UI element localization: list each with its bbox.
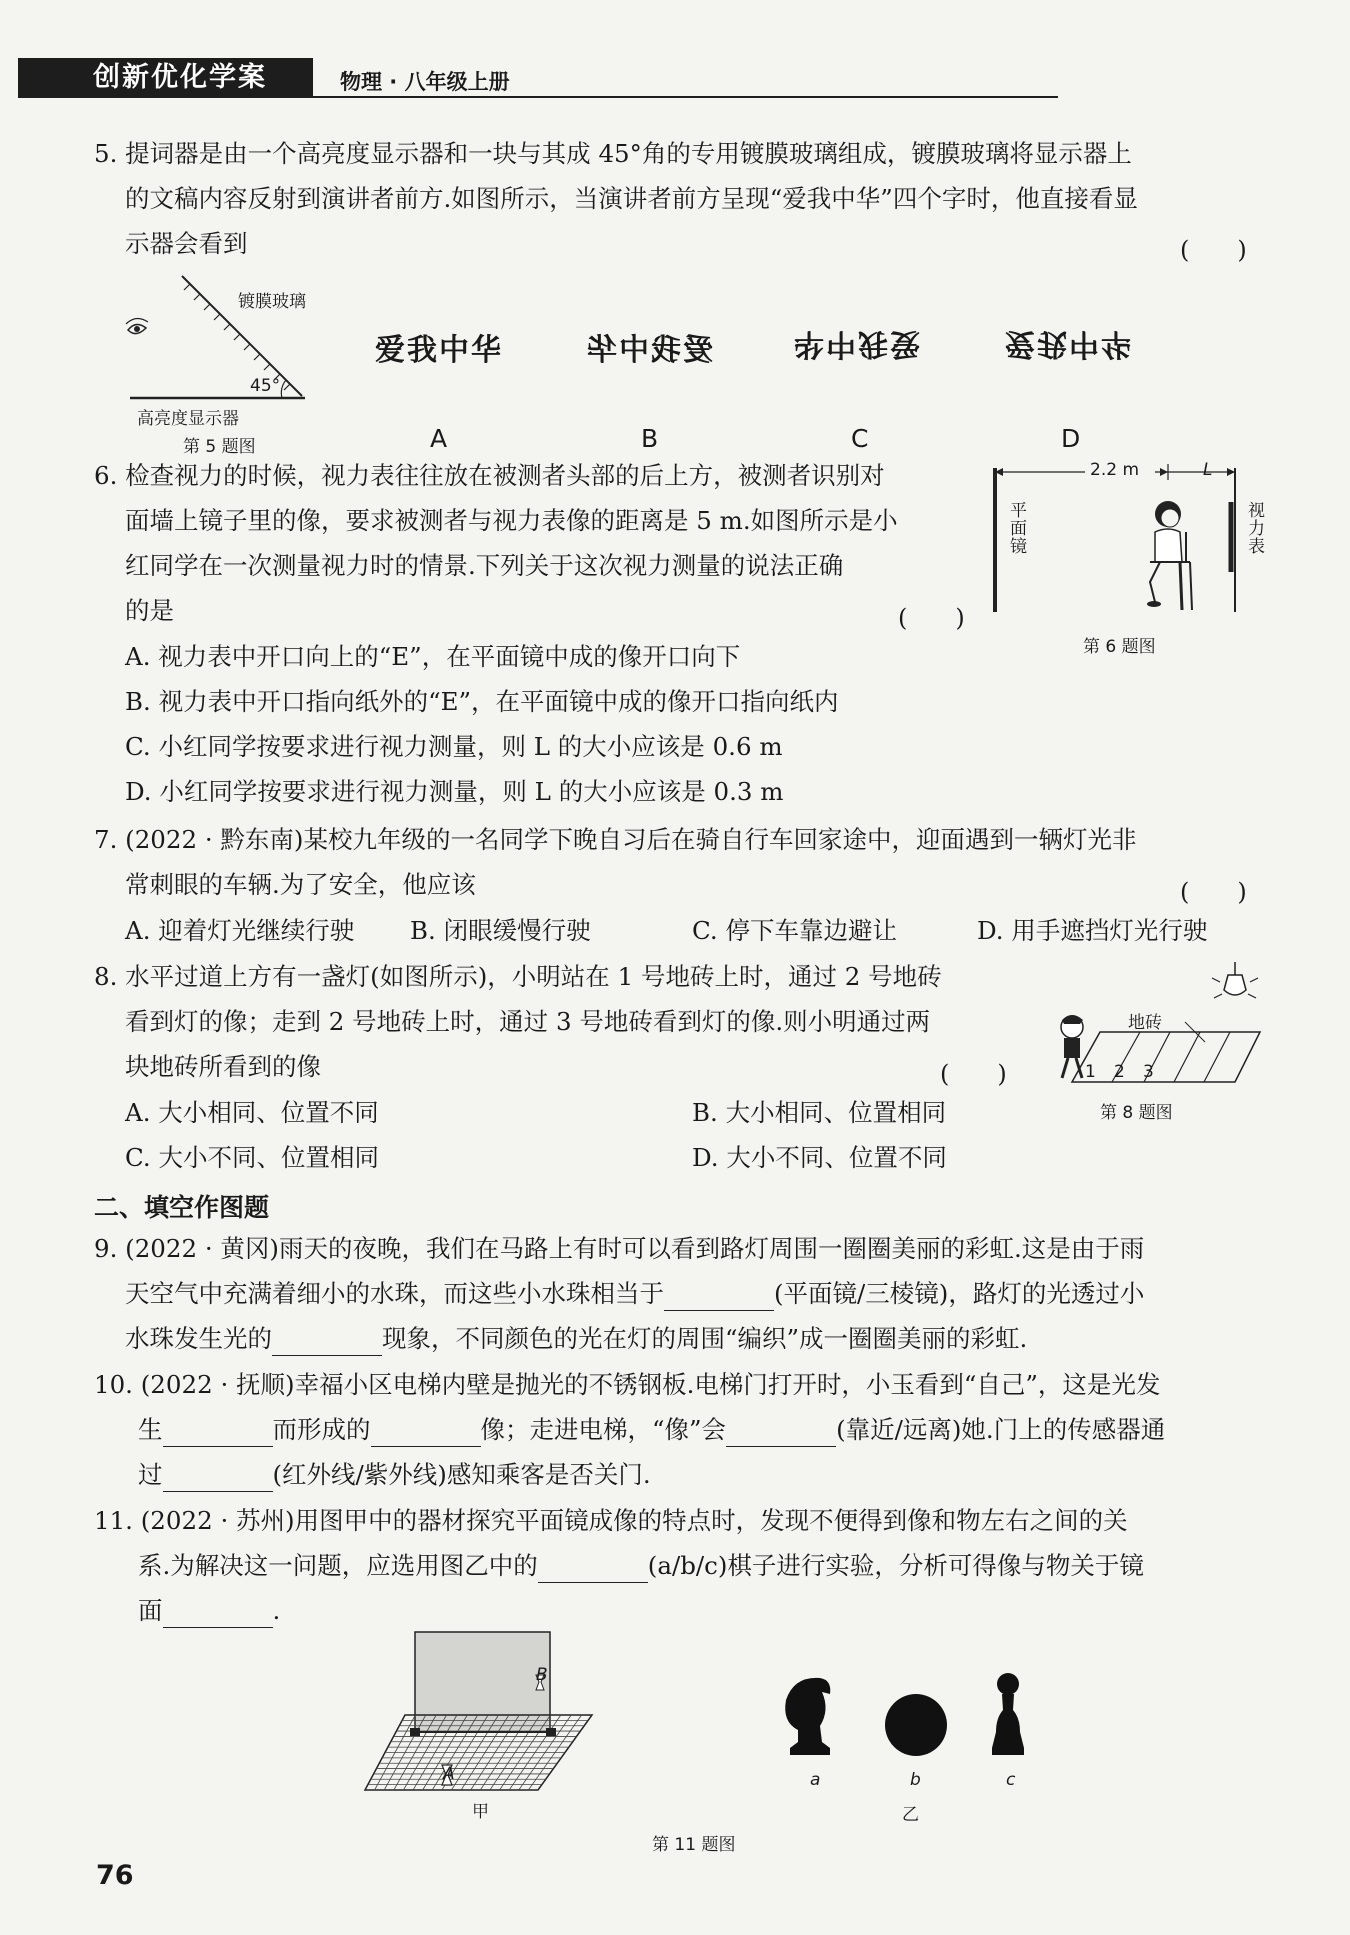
q8-line1: 8. 水平过道上方有一盏灯(如图所示)，小明站在 1 号地砖上时，通过 2 号地砖 <box>94 962 942 991</box>
q6-mirror-label: 平面镜 <box>1010 501 1027 557</box>
q10-blank-1[interactable] <box>163 1420 273 1447</box>
q10-blank-3[interactable] <box>726 1420 836 1447</box>
q7-line2: 常刺眼的车辆.为了安全，他应该 <box>125 870 476 899</box>
q7-option-d: D. 用手遮挡灯光行驶 <box>977 916 1208 945</box>
q8-option-b: B. 大小相同、位置相同 <box>692 1098 947 1127</box>
q5-option-d-image: 爱我中华 <box>1005 326 1133 361</box>
q10-blank-2[interactable] <box>371 1420 481 1447</box>
q10-line3: 过 (红外线/紫外线)感知乘客是否关门. <box>138 1458 651 1492</box>
header-rule <box>18 96 1058 98</box>
q11-blank-2[interactable] <box>163 1601 273 1628</box>
q6-chart-label: 视力表 <box>1248 501 1265 557</box>
q5-glass-label: 镀膜玻璃 <box>238 292 306 312</box>
q8-tile-2: 2 <box>1114 1062 1125 1082</box>
q5-label-d: D <box>1061 424 1081 453</box>
q8-tile-1: 1 <box>1085 1062 1096 1082</box>
q9-line3: 水珠发生光的 现象，不同颜色的光在灯的周围“编织”成一圈圈美丽的彩虹. <box>125 1322 1027 1356</box>
q7-option-c: C. 停下车靠边避让 <box>692 916 897 945</box>
q8-option-d: D. 大小不同、位置不同 <box>692 1143 947 1172</box>
q5-option-b-image: 爱我中华 <box>585 333 713 368</box>
q7-answer-paren: ( ) <box>1180 878 1247 906</box>
q10-blank-4[interactable] <box>163 1465 273 1492</box>
q11-chess-pieces-figure <box>780 1670 1040 1765</box>
q5-line3: 示器会看到 <box>125 229 248 258</box>
q11-line3: 面 . <box>138 1594 280 1628</box>
q11-label-yi: 乙 <box>902 1805 919 1825</box>
q9-blank-1[interactable] <box>664 1284 774 1311</box>
q11-piece-a-label: a <box>810 1770 821 1790</box>
q6-L-label: L <box>1203 460 1213 480</box>
q5-label-b: B <box>641 424 659 453</box>
q9-line1: 9. (2022 · 黄冈)雨天的夜晚，我们在马路上有时可以看到路灯周围一圈圈美丽的彩虹.这是由于雨 <box>94 1234 1145 1263</box>
q8-tile-3: 3 <box>1143 1062 1154 1082</box>
q5-figure-caption: 第 5 题图 <box>183 437 256 457</box>
section-fill-in-heading: 二、填空作图题 <box>94 1193 270 1222</box>
q10-line2: 生 而形成的 像；走进电梯，“像”会 (靠近/远离)她.门上的传感器通 <box>138 1413 1165 1447</box>
q6-line3: 红同学在一次测量视力时的情景.下列关于这次视力测量的说法正确 <box>125 551 844 580</box>
q6-option-a: A. 视力表中开口向上的“E”，在平面镜中成的像开口向下 <box>125 642 741 671</box>
q8-option-c: C. 大小不同、位置相同 <box>125 1143 379 1172</box>
brand-banner: 创新优化学案 <box>18 58 313 98</box>
q11-line1: 11. (2022 · 苏州)用图甲中的器材探究平面镜成像的特点时，发现不便得到像和物左右之间的关 <box>94 1506 1128 1535</box>
q8-figure-caption: 第 8 题图 <box>1100 1103 1173 1123</box>
q6-distance-label: 2.2 m <box>1090 460 1139 480</box>
q7-option-b: B. 闭眼缓慢行驶 <box>410 916 591 945</box>
q5-line1: 5. 提词器是由一个高亮度显示器和一块与其成 45°角的专用镀膜玻璃组成，镀膜玻璃将显示器上 <box>94 139 1132 168</box>
q5-option-a-image: 爱我中华 <box>375 333 503 368</box>
q5-line2: 的文稿内容反射到演讲者前方.如图所示，当演讲者前方呈现“爱我中华”四个字时，他直接看显 <box>125 184 1138 213</box>
q7-option-a: A. 迎着灯光继续行驶 <box>125 916 355 945</box>
q6-option-c: C. 小红同学按要求进行视力测量，则 L 的大小应该是 0.6 m <box>125 732 783 761</box>
q5-option-c-image: 爱我中华 <box>792 326 920 361</box>
q6-option-b: B. 视力表中开口指向纸外的“E”，在平面镜中成的像开口指向纸内 <box>125 687 839 716</box>
q8-answer-paren: ( ) <box>940 1060 1007 1088</box>
q9-line2: 天空气中充满着细小的水珠，而这些小水珠相当于 (平面镜/三棱镜)，路灯的光透过小 <box>125 1277 1144 1311</box>
q11-point-A: A <box>443 1764 455 1784</box>
q5-angle-label: 45° <box>250 376 281 396</box>
q5-display-label: 高亮度显示器 <box>137 409 239 429</box>
q7-line1: 7. (2022 · 黔东南)某校九年级的一名同学下晚自习后在骑自行车回家途中，迎面遇到一辆灯光非 <box>94 825 1137 854</box>
q11-figure-caption: 第 11 题图 <box>652 1835 736 1855</box>
q10-line1: 10. (2022 · 抚顺)幸福小区电梯内壁是抛光的不锈钢板.电梯门打开时，小玉看到“自己”，这是光发 <box>94 1370 1161 1399</box>
q8-option-a: A. 大小相同、位置不同 <box>125 1098 379 1127</box>
q11-point-B: B <box>536 1665 548 1685</box>
q5-answer-paren: ( ) <box>1180 236 1247 264</box>
q6-eye-test-figure <box>990 462 1260 622</box>
q5-label-a: A <box>430 424 448 453</box>
q11-line2: 系.为解决这一问题，应选用图乙中的 (a/b/c)棋子进行实验，分析可得像与物关于镜 <box>138 1549 1144 1583</box>
page-number: 76 <box>96 1860 134 1891</box>
q11-mirror-apparatus-figure <box>360 1630 600 1805</box>
q11-piece-b-label: b <box>910 1770 921 1790</box>
q11-piece-c-label: c <box>1006 1770 1016 1790</box>
q6-line2: 面墙上镜子里的像，要求被测者与视力表像的距离是 5 m.如图所示是小 <box>125 506 898 535</box>
q5-label-c: C <box>851 424 869 453</box>
q8-line3: 块地砖所看到的像 <box>125 1052 321 1081</box>
q6-answer-paren: ( ) <box>898 604 965 632</box>
q6-figure-caption: 第 6 题图 <box>1083 637 1156 657</box>
q8-line2: 看到灯的像；走到 2 号地砖上时，通过 3 号地砖看到灯的像.则小明通过两 <box>125 1007 931 1036</box>
q8-tiles-label: 地砖 <box>1128 1013 1162 1033</box>
q9-blank-2[interactable] <box>272 1329 382 1356</box>
q6-line1: 6. 检查视力的时候，视力表往往放在被测者头部的后上方，被测者识别对 <box>94 461 885 490</box>
q11-blank-1[interactable] <box>538 1556 648 1583</box>
q11-label-jia: 甲 <box>472 1802 489 1822</box>
subject-title: 物理 · 八年级上册 <box>340 70 510 94</box>
q6-line4: 的是 <box>125 596 174 625</box>
q6-option-d: D. 小红同学按要求进行视力测量，则 L 的大小应该是 0.3 m <box>125 777 784 806</box>
